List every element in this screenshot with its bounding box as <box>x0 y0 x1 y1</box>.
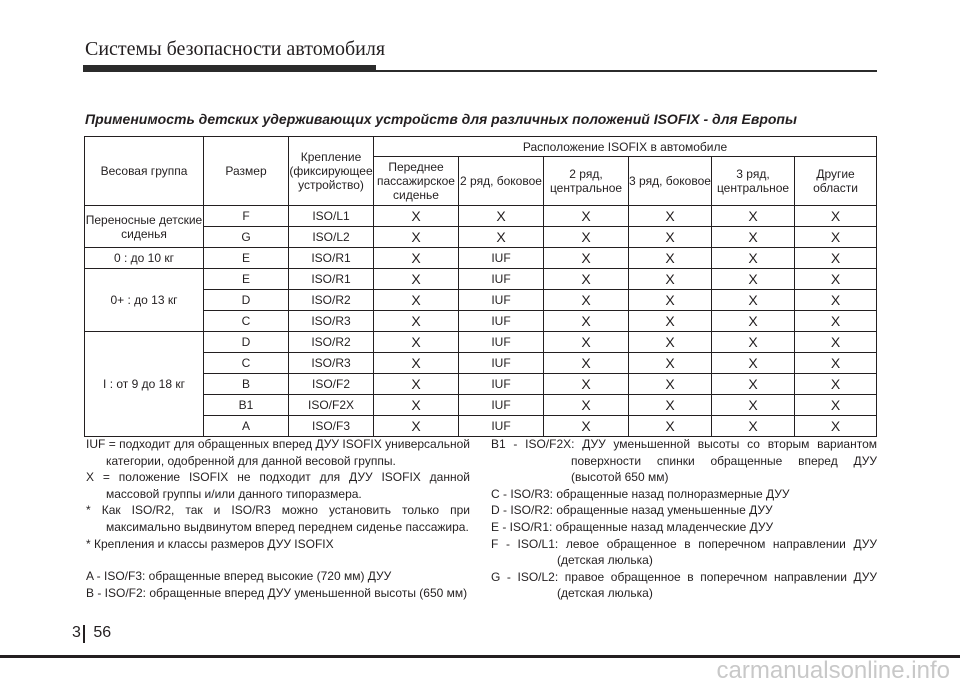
page-number <box>72 624 111 642</box>
weight-group-cell: Переносные детские сиденья <box>85 206 204 248</box>
suitability-cell: X <box>712 374 795 395</box>
table-row <box>85 227 877 248</box>
suitability-cell: X <box>374 395 459 416</box>
size-cell: D <box>204 290 289 311</box>
suitability-cell: X <box>629 353 712 374</box>
suitability-cell: X <box>544 290 629 311</box>
suitability-cell: X <box>629 290 712 311</box>
size-cell: C <box>204 311 289 332</box>
suitability-cell: IUF <box>459 332 544 353</box>
suitability-cell: X <box>712 416 795 437</box>
size-cell: E <box>204 269 289 290</box>
suitability-cell: X <box>544 374 629 395</box>
note-item: B1 - ISO/F2X: ДУУ уменьшенной высоты со вторым вариантом поверхности спинки обращенные вперед ДУУ (высотой 650 мм) <box>491 437 877 485</box>
suitability-cell: IUF <box>459 416 544 437</box>
table-row <box>85 332 877 353</box>
suitability-cell: X <box>544 227 629 248</box>
notes-left-column <box>86 436 470 601</box>
table-row <box>85 353 877 374</box>
size-cell: A <box>204 416 289 437</box>
footer-divider <box>83 625 85 643</box>
table-row <box>85 374 877 395</box>
suitability-cell: X <box>629 269 712 290</box>
suitability-cell: X <box>544 416 629 437</box>
table-row <box>85 395 877 416</box>
suitability-cell: X <box>374 353 459 374</box>
page-number-value: 56 <box>93 624 112 641</box>
suitability-cell: X <box>795 290 877 311</box>
header-rule-thin <box>83 70 877 72</box>
note-item: D - ISO/R2: обращенные назад уменьшенные ДУУ <box>491 503 773 518</box>
suitability-cell: X <box>795 332 877 353</box>
table-body <box>85 206 877 437</box>
note-item: E - ISO/R1: обращенные назад младенческие ДУУ <box>491 519 774 534</box>
header-position-col: Переднее пассажирское сиденье <box>374 157 459 206</box>
note-item: C - ISO/R3: обращенные назад полноразмерные ДУУ <box>491 486 790 501</box>
header-size: Размер <box>204 137 289 206</box>
size-cell: F <box>204 206 289 227</box>
mount-cell: ISO/L2 <box>289 227 374 248</box>
suitability-cell: X <box>795 374 877 395</box>
note-item: IUF = подходит для обращенных вперед ДУУ ISOFIX универсальной категории, одобренной для данной весовой группы. <box>86 437 470 468</box>
suitability-cell: X <box>629 374 712 395</box>
mount-cell: ISO/R1 <box>289 269 374 290</box>
suitability-cell: IUF <box>459 290 544 311</box>
suitability-cell: X <box>629 311 712 332</box>
suitability-cell: X <box>374 269 459 290</box>
mount-cell: ISO/R3 <box>289 353 374 374</box>
header-position-col: 2 ряд, центральное <box>544 157 629 206</box>
suitability-cell: X <box>374 374 459 395</box>
size-cell: E <box>204 248 289 269</box>
suitability-cell: X <box>544 269 629 290</box>
note-item: F - ISO/L1: левое обращенное в поперечном направлении ДУУ (детская люлька) <box>491 536 877 568</box>
suitability-cell: X <box>712 269 795 290</box>
suitability-cell: X <box>629 227 712 248</box>
suitability-cell: IUF <box>459 395 544 416</box>
suitability-cell: X <box>374 332 459 353</box>
notes-right-column <box>491 436 877 602</box>
header-positions: Расположение ISOFIX в автомобиле <box>374 137 877 157</box>
suitability-cell: X <box>712 290 795 311</box>
suitability-cell: X <box>374 290 459 311</box>
suitability-cell: X <box>795 269 877 290</box>
chapter-number: 3 <box>72 624 81 641</box>
suitability-cell: IUF <box>459 248 544 269</box>
weight-group-cell: 0 : до 10 кг <box>85 248 204 269</box>
note-item: A - ISO/F3: обращенные вперед высокие (720 мм) ДУУ <box>86 569 392 584</box>
table-row <box>85 269 877 290</box>
suitability-cell: X <box>544 353 629 374</box>
suitability-cell: X <box>544 395 629 416</box>
suitability-cell: IUF <box>459 353 544 374</box>
size-cell: G <box>204 227 289 248</box>
suitability-cell: X <box>712 311 795 332</box>
suitability-cell: IUF <box>459 269 544 290</box>
mount-cell: ISO/R2 <box>289 332 374 353</box>
table-row <box>85 290 877 311</box>
header-mount: Крепление (фиксирующее устройство) <box>289 137 374 206</box>
mount-cell: ISO/L1 <box>289 206 374 227</box>
suitability-cell: X <box>544 332 629 353</box>
suitability-cell: X <box>544 248 629 269</box>
table-row <box>85 311 877 332</box>
suitability-cell: X <box>629 206 712 227</box>
suitability-cell: X <box>712 206 795 227</box>
suitability-cell: X <box>795 311 877 332</box>
suitability-cell: X <box>459 206 544 227</box>
suitability-cell: X <box>712 248 795 269</box>
suitability-cell: X <box>629 332 712 353</box>
table-row <box>85 416 877 437</box>
header-position-col: 3 ряд, боковое <box>629 157 712 206</box>
suitability-cell: X <box>629 395 712 416</box>
note-item: X = положение ISOFIX не подходит для ДУУ ISOFIX данной массовой группы и/или данного типоразмера. <box>86 470 470 501</box>
mount-cell: ISO/F2 <box>289 374 374 395</box>
suitability-cell: X <box>795 227 877 248</box>
note-item: G - ISO/L2: правое обращенное в поперечном направлении ДУУ (детская люлька) <box>491 569 877 601</box>
isofix-table <box>84 136 877 437</box>
table-row <box>85 206 877 227</box>
weight-group-cell: I : от 9 до 18 кг <box>85 332 204 437</box>
suitability-cell: X <box>374 416 459 437</box>
suitability-cell: X <box>795 416 877 437</box>
size-cell: B1 <box>204 395 289 416</box>
header-position-col: 3 ряд, центральное <box>712 157 795 206</box>
mount-cell: ISO/F3 <box>289 416 374 437</box>
suitability-cell: X <box>795 395 877 416</box>
suitability-cell: X <box>712 227 795 248</box>
section-title: Применимость детских удерживающих устройств для различных положений ISOFIX - для Европы <box>85 111 797 127</box>
mount-cell: ISO/R3 <box>289 311 374 332</box>
note-item: B - ISO/F2: обращенные вперед ДУУ уменьшенной высоты (650 мм) <box>86 585 468 600</box>
header-position-col: Другие области <box>795 157 877 206</box>
suitability-cell: X <box>629 248 712 269</box>
header-weight-group: Весовая группа <box>85 137 204 206</box>
weight-group-cell: 0+ : до 13 кг <box>85 269 204 332</box>
suitability-cell: X <box>374 227 459 248</box>
size-cell: B <box>204 374 289 395</box>
suitability-cell: X <box>544 206 629 227</box>
suitability-cell: X <box>374 206 459 227</box>
suitability-cell: X <box>544 311 629 332</box>
suitability-cell: X <box>459 227 544 248</box>
suitability-cell: X <box>795 248 877 269</box>
suitability-cell: X <box>712 395 795 416</box>
suitability-cell: X <box>374 248 459 269</box>
suitability-cell: IUF <box>459 311 544 332</box>
header-position-col: 2 ряд, боковое <box>459 157 544 206</box>
suitability-cell: X <box>795 353 877 374</box>
mount-cell: ISO/R2 <box>289 290 374 311</box>
mount-cell: ISO/F2X <box>289 395 374 416</box>
suitability-cell: X <box>629 416 712 437</box>
size-cell: C <box>204 353 289 374</box>
note-item: * Как ISO/R2, так и ISO/R3 можно установить только при максимально выдвинутом вперед переднем сиденье пассажира. <box>86 503 470 534</box>
size-cell: D <box>204 332 289 353</box>
suitability-cell: X <box>795 206 877 227</box>
suitability-cell: X <box>712 353 795 374</box>
note-item: * Крепления и классы размеров ДУУ ISOFIX <box>86 536 334 551</box>
watermark: carmanualsonline.info <box>716 657 950 684</box>
suitability-cell: X <box>374 311 459 332</box>
suitability-cell: X <box>712 332 795 353</box>
page-header-title: Системы безопасности автомобиля <box>85 38 386 60</box>
table-row <box>85 248 877 269</box>
mount-cell: ISO/R1 <box>289 248 374 269</box>
suitability-cell: IUF <box>459 374 544 395</box>
